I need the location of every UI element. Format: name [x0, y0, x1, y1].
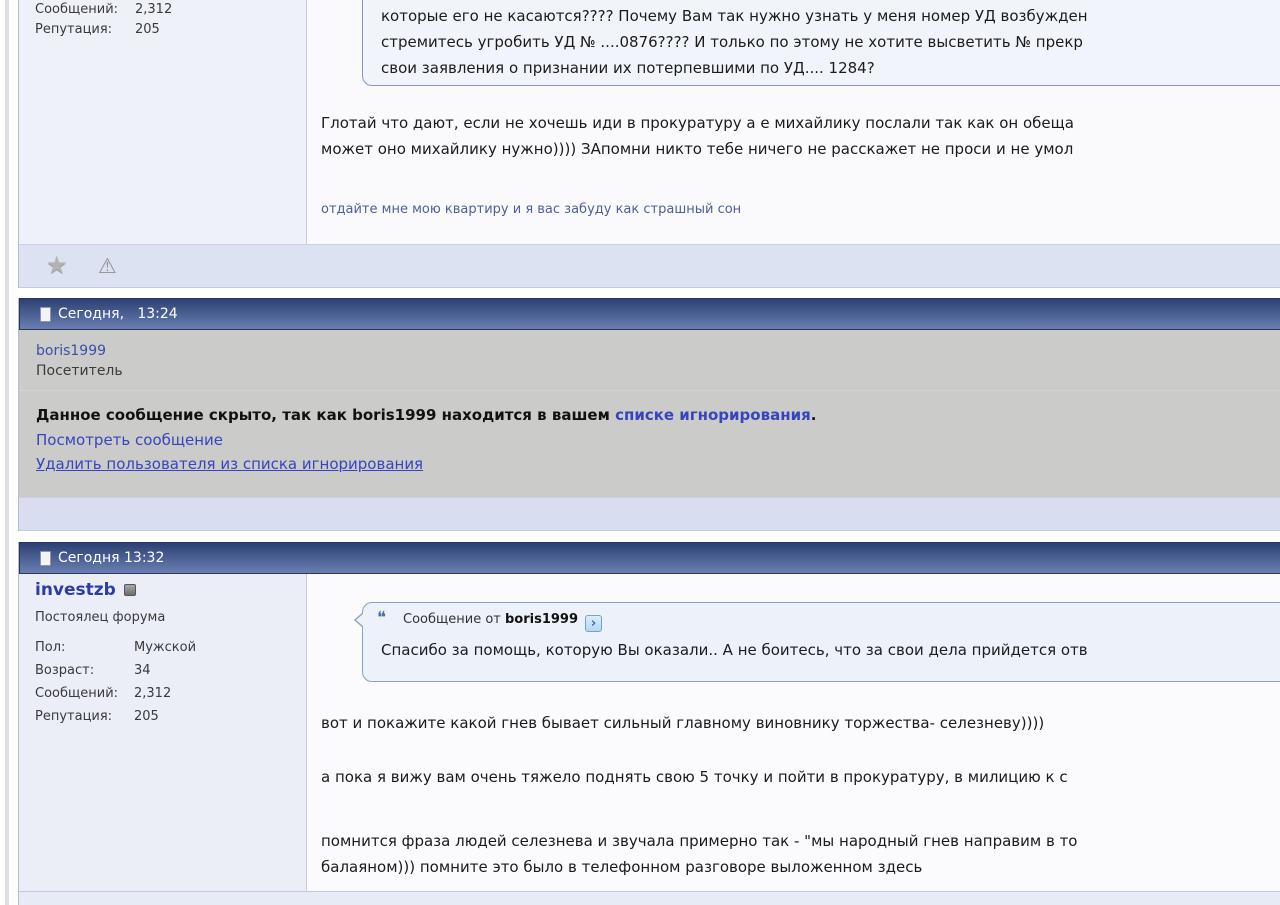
- post2-footer-bar: [19, 497, 1280, 531]
- rate-star-icon[interactable]: ★: [46, 251, 68, 279]
- stat-value: 2,312: [135, 2, 173, 17]
- quote-title: Сообщение от boris1999 ›: [403, 612, 602, 632]
- stat-label: Репутация:: [35, 22, 113, 37]
- goto-quoted-post-icon[interactable]: ›: [585, 615, 602, 632]
- post1-user-panel: [19, 0, 306, 244]
- ignore-list-link[interactable]: списке игнорирования: [615, 406, 811, 424]
- post3-header: [19, 542, 1280, 574]
- quote-icon: ❝: [377, 608, 387, 628]
- post3-quote-bubble: [362, 602, 1280, 682]
- quote-line: свои заявления о признании их потерпевшими по УД.... 1284?: [381, 59, 875, 77]
- post1-footer-bar: [19, 244, 1280, 288]
- remove-from-ignore-link[interactable]: Удалить пользователя из списка игнорирования: [36, 455, 424, 473]
- quote-author: boris1999: [504, 612, 579, 627]
- stat-value: 205: [135, 22, 160, 37]
- post1-signature: отдайте мне мою квартиру и я вас забуду как страшный сон: [321, 202, 742, 217]
- row-divider: [19, 390, 1280, 391]
- user-offline-icon: [124, 584, 136, 596]
- post3-paragraph: а пока я вижу вам очень тяжело поднять свою 5 точку и пойти в прокуратуру, в милицию к с: [321, 768, 1068, 786]
- post-2: [18, 298, 1280, 531]
- post3-username-link[interactable]: investzb: [35, 580, 116, 600]
- view-message-link[interactable]: Посмотреть сообщение: [36, 431, 224, 449]
- post-document-icon: [40, 551, 51, 566]
- post-document-icon: [40, 307, 51, 322]
- hidden-message-text: Данное сообщение скрыто, так как boris1999 находится в вашем: [36, 406, 616, 424]
- post1-stat-messages: [35, 2, 172, 17]
- post2-timestamp: Сегодня, 13:24: [58, 306, 178, 322]
- field-reputation: Репутация: 205: [35, 709, 159, 724]
- post3-footer-bar: [19, 891, 1280, 905]
- quote-line: которые его не касаются???? Почему Вам так нужно узнать у меня номер УД возбужден: [381, 7, 1088, 25]
- post2-usertitle: Посетитель: [36, 363, 123, 379]
- post1-quote-box: [362, 0, 1280, 86]
- post3-paragraph: помнится фраза людей селезнева и звучала примерно так - "мы народный гнев направим в то: [321, 832, 1078, 850]
- page-left-border: [5, 0, 9, 905]
- quote-line: стремитесь угробить УД № ....0876???? И только по этому не хотите высветить № прекр: [381, 33, 1083, 51]
- field-age: Возраст: 34: [35, 663, 151, 678]
- post1-stat-reputation: [35, 22, 160, 37]
- post3-user-panel: [19, 574, 306, 891]
- post2-hidden-message: [36, 406, 816, 424]
- field-messages: Сообщений: 2,312: [35, 686, 172, 701]
- post3-paragraph: балаяном))) помните это было в телефонном разговоре выложенном здесь: [321, 858, 923, 876]
- post1-body-line: может оно михайлику нужно)))) ЗАпомни никто тебе ничего не расскажет не проси и не умол: [321, 140, 1074, 158]
- post1-body-line: Глотай что дают, если не хочешь иди в прокуратуру а е михайлику послали так как он обеща: [321, 114, 1074, 132]
- post2-header: [19, 298, 1280, 330]
- report-post-icon[interactable]: ⚠: [98, 254, 117, 278]
- post-1: [18, 0, 1280, 288]
- post3-content: [307, 574, 1280, 891]
- post3-paragraph: вот и покажите какой гнев бывает сильный главному виновнику торжества- селезневу)))): [321, 714, 1045, 732]
- stat-label: Сообщений:: [35, 2, 119, 17]
- quote-text: Спасибо за помощь, которую Вы оказали.. А не боитесь, что за свои дела прийдется отв: [381, 641, 1088, 659]
- post3-timestamp: Сегодня 13:32: [58, 550, 165, 566]
- post2-username-link[interactable]: boris1999: [36, 343, 107, 359]
- hidden-message-period: .: [810, 406, 817, 424]
- post3-usertitle: Постоялец форума: [35, 610, 166, 625]
- post1-content: [307, 0, 1280, 244]
- post2-body: [18, 330, 1280, 497]
- post-3: [18, 542, 1280, 905]
- field-gender: Пол: Мужской: [35, 640, 197, 655]
